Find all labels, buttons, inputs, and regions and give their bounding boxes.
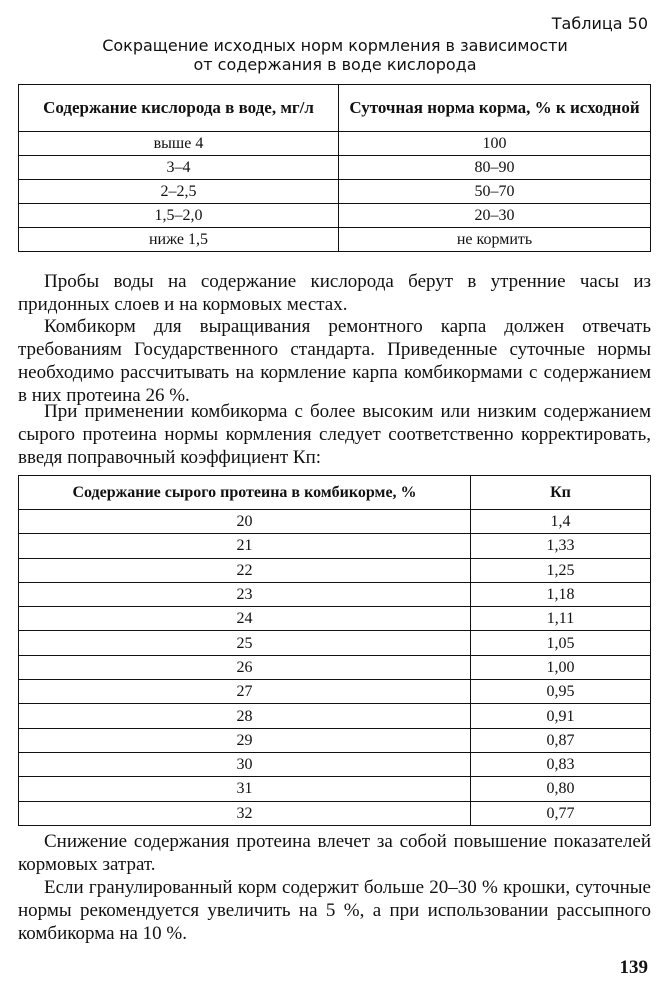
- paragraph-feed-standard: [18, 315, 651, 407]
- coefficient-cell: 1,33: [471, 534, 651, 558]
- table-row: [19, 728, 651, 752]
- coefficient-cell: 0,77: [471, 801, 651, 825]
- protein-cell: 26: [19, 655, 471, 679]
- oxygen-cell: ниже 1,5: [19, 228, 339, 252]
- oxygen-cell: выше 4: [19, 132, 339, 156]
- protein-cell: 30: [19, 752, 471, 776]
- oxygen-table-header-row: [19, 85, 651, 132]
- table-row: [19, 132, 651, 156]
- protein-table: [18, 475, 651, 826]
- table-title-line-1: Сокращение исходных норм кормления в зависимости: [102, 36, 568, 55]
- paragraph-protein-correction: [18, 400, 651, 469]
- protein-cell: 22: [19, 558, 471, 582]
- table-row: [19, 704, 651, 728]
- protein-cell: 23: [19, 582, 471, 606]
- protein-cell: 25: [19, 631, 471, 655]
- coefficient-cell: 1,05: [471, 631, 651, 655]
- table-row: [19, 558, 651, 582]
- oxygen-cell: 2–2,5: [19, 180, 339, 204]
- paragraph-sampling-text: Пробы воды на содержание кислорода берут в утренние часы из придонных слоев и на кормовых местах.: [18, 271, 651, 315]
- oxygen-table-header-norm: Суточная норма корма, % к исходной: [339, 85, 651, 132]
- table-label: Таблица 50: [551, 14, 648, 33]
- table-row: [19, 156, 651, 180]
- protein-cell: 20: [19, 510, 471, 534]
- protein-table-header-row: [19, 476, 651, 510]
- coefficient-cell: 0,80: [471, 777, 651, 801]
- paragraph-sampling: [18, 270, 651, 316]
- oxygen-table-header-oxygen: Содержание кислорода в воде, мг/л: [19, 85, 339, 132]
- table-row: [19, 228, 651, 252]
- oxygen-table: [18, 84, 651, 252]
- coefficient-cell: 0,91: [471, 704, 651, 728]
- protein-cell: 29: [19, 728, 471, 752]
- protein-cell: 31: [19, 777, 471, 801]
- coefficient-cell: 0,95: [471, 680, 651, 704]
- coefficient-cell: 1,18: [471, 582, 651, 606]
- paragraph-feed-standard-text: Комбикорм для выращивания ремонтного карпа должен отвечать требованиям Государственного стандарта. Приведенные суточные нормы необходимо рассчитывать на кормление карпа комбикормами с содержанием в них протеина 26 %.: [18, 316, 651, 406]
- table-row: [19, 180, 651, 204]
- protein-cell: 21: [19, 534, 471, 558]
- page-number: 139: [619, 957, 648, 978]
- protein-cell: 27: [19, 680, 471, 704]
- coefficient-cell: 1,11: [471, 607, 651, 631]
- table-row: [19, 752, 651, 776]
- protein-cell: 32: [19, 801, 471, 825]
- protein-cell: 28: [19, 704, 471, 728]
- paragraph-protein-reduction-text: Снижение содержания протеина влечет за собой повышение показателей кормовых затрат.: [18, 831, 651, 875]
- table-row: [19, 204, 651, 228]
- oxygen-cell: 1,5–2,0: [19, 204, 339, 228]
- table-row: [19, 655, 651, 679]
- norm-cell: 80–90: [339, 156, 651, 180]
- coefficient-cell: 0,87: [471, 728, 651, 752]
- table-row: [19, 607, 651, 631]
- paragraph-protein-correction-text: При применении комбикорма с более высоким или низким содержанием сырого протеина нормы кормления следует соответственно корректировать, введя поправочный коэффициент Кп:: [18, 401, 651, 468]
- table-title: [18, 36, 652, 74]
- table-row: [19, 680, 651, 704]
- coefficient-cell: 1,4: [471, 510, 651, 534]
- coefficient-cell: 1,00: [471, 655, 651, 679]
- norm-cell: 100: [339, 132, 651, 156]
- coefficient-cell: 1,25: [471, 558, 651, 582]
- paragraph-protein-reduction: [18, 830, 651, 876]
- table-row: [19, 777, 651, 801]
- norm-cell: не кормить: [339, 228, 651, 252]
- norm-cell: 20–30: [339, 204, 651, 228]
- table-row: [19, 510, 651, 534]
- norm-cell: 50–70: [339, 180, 651, 204]
- paragraph-granulated-feed-text: Если гранулированный корм содержит больше 20–30 % крошки, суточные нормы рекомендуется увеличить на 5 %, а при использовании рассыпного комбикорма на 10 %.: [18, 877, 651, 944]
- protein-table-header-protein: Содержание сырого протеина в комбикорме, %: [19, 476, 471, 510]
- table-row: [19, 534, 651, 558]
- paragraph-granulated-feed: [18, 876, 651, 945]
- coefficient-cell: 0,83: [471, 752, 651, 776]
- table-row: [19, 631, 651, 655]
- table-row: [19, 801, 651, 825]
- protein-cell: 24: [19, 607, 471, 631]
- oxygen-cell: 3–4: [19, 156, 339, 180]
- table-row: [19, 582, 651, 606]
- protein-table-header-coefficient: Кп: [471, 476, 651, 510]
- table-title-line-2: от содержания в воде кислорода: [193, 55, 477, 74]
